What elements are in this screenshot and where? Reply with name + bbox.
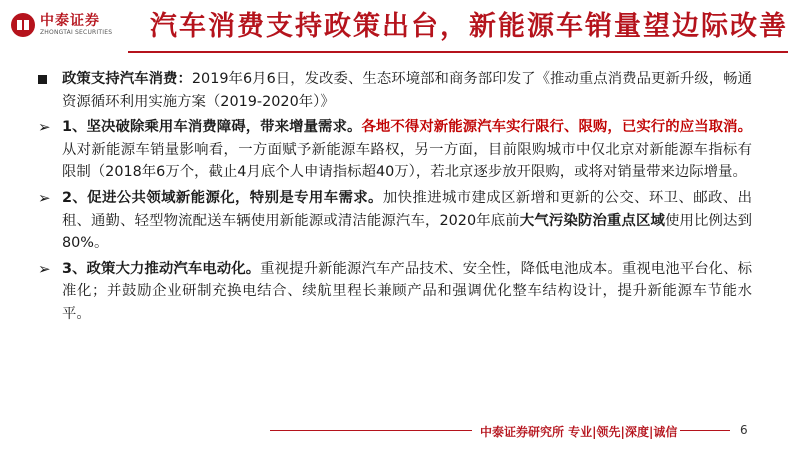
bullet-text-segment: 1、坚决破除乘用车消费障碍，带来增量需求。 xyxy=(62,119,362,136)
logo-text-cn: 中泰证券 xyxy=(40,13,100,29)
bullet-item xyxy=(36,258,752,326)
company-logo xyxy=(6,8,130,50)
bullet-text-segment: 2、促进公共领域新能源化，特别是专用车需求。 xyxy=(62,189,383,206)
square-bullet-icon xyxy=(38,68,58,92)
bullet-text-segment: 大气污染防治重点区域 xyxy=(519,212,665,229)
bullet-text-segment: 政策支持汽车消费： xyxy=(62,71,192,87)
bullet-text-segment: 加快推进城市建成区新增和更新的公交、环卫、邮政、出租、通勤、轻型物流配送车辆使用新能源或清洁能源汽车，2020年底前 xyxy=(62,189,752,229)
footer-divider-left xyxy=(270,430,472,431)
footer-divider-right xyxy=(680,430,730,431)
bullet-item xyxy=(36,187,752,255)
page-number: 6 xyxy=(740,423,748,437)
bullet-list xyxy=(36,68,752,329)
bullet-item xyxy=(36,68,752,113)
logo-emblem-icon xyxy=(10,12,36,38)
footer-tagline: 中泰证券研究所 专业|领先|深度|诚信 xyxy=(480,425,678,439)
bullet-text-segment: 2019年6月6日，发改委、生态环境部和商务部印发了《推动重点消费品更新升级，畅通资源循环利用实施方案（2019-2020年）》 xyxy=(62,71,752,110)
arrow-bullet-icon: ➢ xyxy=(38,118,51,137)
bullet-text-segment: 从对新能源车销量影响看，一方面赋予新能源车路权，另一方面，目前限购城市中仅北京对新能源车指标有限制（2018年6万个，截止4月底个人申请指标超40万），若北京逐步放开限购，或将对销量带来边际增量。 xyxy=(62,141,752,181)
bullet-text-segment: 使用比例达到80%。 xyxy=(62,212,752,252)
bullet-item xyxy=(36,116,752,184)
title-underline xyxy=(128,51,788,53)
bullet-text-segment: 各地不得对新能源汽车实行限行、限购，已实行的应当取消。 xyxy=(361,119,752,136)
arrow-bullet-icon: ➢ xyxy=(38,188,51,207)
logo-text-en: ZHONGTAI SECURITIES xyxy=(40,29,113,36)
page-title: 汽车消费支持政策出台，新能源车销量望边际改善 xyxy=(150,11,788,42)
arrow-bullet-icon: ➢ xyxy=(38,259,51,278)
bullet-text-segment: 重视提升新能源汽车产品技术、安全性，降低电池成本。重视电池平台化、标准化；并鼓励企业研制充换电结合、续航里程长兼顾产品和强调优化整车结构设计，提升新能源车节能水平。 xyxy=(62,260,752,322)
bullet-text-segment: 3、政策大力推动汽车电动化。 xyxy=(62,260,261,277)
